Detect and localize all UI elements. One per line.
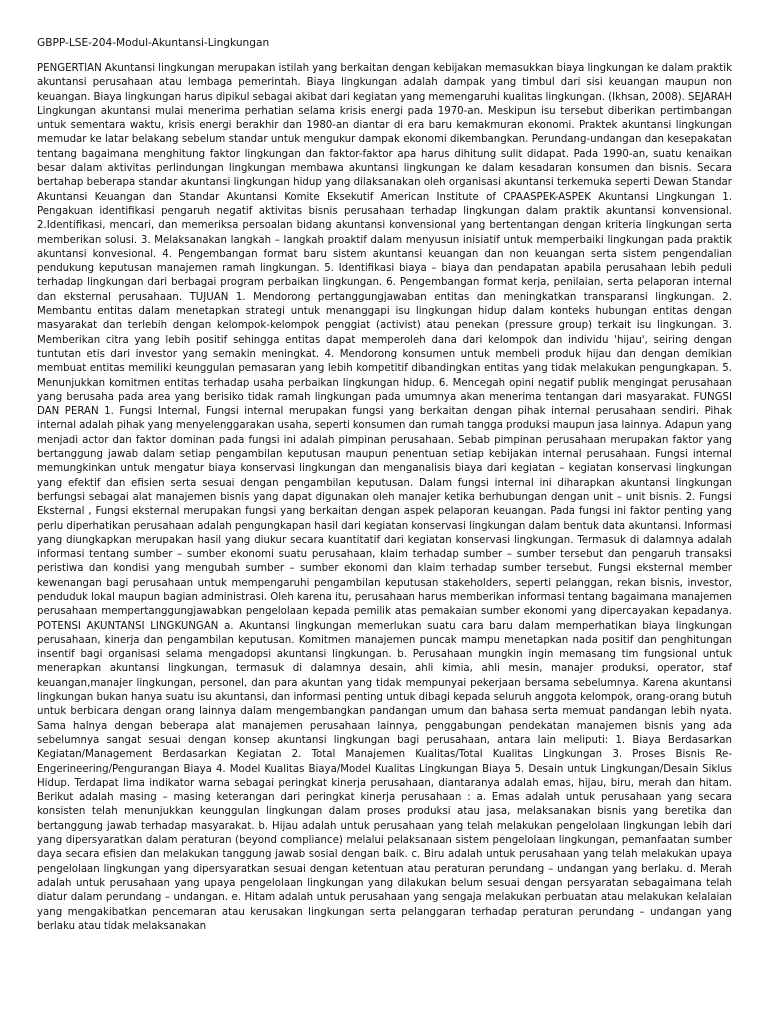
document-body-text: PENGERTIAN Akuntansi lingkungan merupakan istilah yang berkaitan dengan kebijakan memasukkan biaya lingkungan ke dalam praktik akuntansi perusahaan atau lembaga pemerintah. Biaya lingkungan adalah dampak yang timbul dari sisi keuangan maupun non keuangan. Biaya lingkungan harus dipikul sebagai akibat dari kegiatan yang memengaruhi kualitas lingkungan. (Ikhsan, 2008). SEJARAH Lingkungan akuntansi mulai menerima perhatian selama krisis energi pada 1970-an. Meskipun isu tersebut diberikan pertimbangan untuk sementara waktu, krisis energi berakhir dan 1980-an diantar di era baru kemakmuran ekonomi. Praktek akuntansi lingkungan memudar ke latar belakang sebelum standar untuk mengukur dampak ekonomi dikembangkan. Perundang-undangan dan kesepakatan tentang bagaimana menghitung faktor lingkungan dan faktor-faktor apa harus dihitung sulit didapat. Pada 1990-an, suatu kenaikan besar dalam aktivitas perlindungan lingkungan membawa akuntansi lingkungan ke dalam kesadaran konsumen dan bisnis. Secara bertahap beberapa standar akuntansi lingkungan hidup yang dilaksanakan oleh organisasi akuntansi terkemuka seperti Dewan Standar Akuntansi Keuangan dan Standar Akuntansi Komite Eksekutif American Institute of CPAASPEK-ASPEK Akuntansi Lingkungan 1. Pengakuan identifikasi pengaruh negatif aktivitas bisnis perusahaan terhadap lingkungan dalam praktik akuntansi konvensional. 2.Identifikasi, mencari, dan memeriksa persoalan bidang akuntansi konvensional yang bertentangan dengan kriteria lingkungan serta memberikan solusi. 3. Melaksanakan langkah – langkah proaktif dalam menyusun inisiatif untuk memperbaiki lingkungan pada praktik akuntansi konvesional. 4. Pengembangan format baru sistem akuntansi keuangan dan non keuangan serta sistem pengendalian pendukung keputusan manajemen ramah lingkungan. 5. Identifikasi biaya – biaya dan pendapatan apabila perusahaan lebih peduli terhadap lingkungan dari berbagai program perbaikan lingkungan. 6. Pengembangan format kerja, penilaian, serta pelaporan internal dan eksternal perusahaan. TUJUAN 1. Mendorong pertanggungjawaban entitas dan meningkatkan transparansi lingkungan. 2. Membantu entitas dalam menetapkan strategi untuk menanggapi isu lingkungan hidup dalam konteks hubungan entitas dengan masyarakat dan terlebih dengan kelompok-kelompok penggiat (activist) atau penekan (pressure group) terkait isu lingkungan. 3. Memberikan citra yang lebih positif sehingga entitas dapat memperoleh dana dari kelompok dan individu 'hijau', seiring dengan tuntutan etis dari investor yang semakin meningkat. 4. Mendorong konsumen untuk membeli produk hijau dan dengan demikian membuat entitas memiliki keunggulan pemasaran yang lebih kompetitif dibandingkan entitas yang tidak melakukan pengungkapan. 5. Menunjukkan komitmen entitas terhadap usaha perbaikan lingkungan hidup. 6. Mencegah opini negatif publik mengingat perusahaan yang berusaha pada area yang berisiko tidak ramah lingkungan pada umumnya akan menerima tentangan dari masyarakat. FUNGSI DAN PERAN 1. Fungsi Internal, Fungsi internal merupakan fungsi yang berkaitan dengan pihak internal perusahaan sendiri. Pihak internal adalah pihak yang menyelenggarakan usaha, seperti konsumen dan rumah tangga produksi maupun jasa lainnya. Adapun yang menjadi actor dan faktor dominan pada fungsi ini adalah pimpinan perusahaan. Sebab pimpinan perusahaan merupakan faktor yang bertanggung jawab dalam setiap pengambilan keputusan maupun penentuan setiap kebijakan internal perusahaan. Fungsi internal memungkinkan untuk mengatur biaya konservasi lingkungan dan menganalisis biaya dari kegiatan – kegiatan konservasi lingkungan yang efektif dan efisien serta sesuai dengan pengambilan keputusan. Dalam fungsi internal ini diharapkan akuntansi lingkungan berfungsi sebagai alat manajemen bisnis yang dapat digunakan oleh manajer ketika berhubungan dengan unit – unit bisnis. 2. Fungsi Eksternal , Fungsi eksternal merupakan fungsi yang berkaitan dengan aspek pelaporan keuangan. Pada fungsi ini faktor penting yang perlu diperhatikan perusahaan adalah pengungkapan hasil dari kegiatan konservasi lingkungan dalam bentuk data akuntansi. Informasi yang diungkapkan merupakan hasil yang diukur secara kuantitatif dari kegiatan konservasi lingkungan. Termasuk di dalamnya adalah informasi tentang sumber – sumber ekonomi suatu perusahaan, klaim terhadap sumber – sumber tersebut dan pengaruh transaksi peristiwa dan kondisi yang mengubah sumber – sumber ekonomi dan klaim terhadap sumber tersebut. Fungsi eksternal member kewenangan bagi perusahaan untuk mempengaruhi pengambilan keputusan stakeholders, seperti pelanggan, rekan bisnis, investor, penduduk lokal maupun bagian administrasi. Oleh karena itu, perusahaan harus memberikan informasi tentang bagaimana manajemen perusahaan mempertanggungjawabkan pengelolaan kepada pemilik atas pemakaian sumber ekonomi yang dipercayakan kepadanya. POTENSI AKUNTANSI LINGKUNGAN a. Akuntansi lingkungan memerlukan suatu cara baru dalam memperhatikan biaya lingkungan perusahaan, kinerja dan pengambilan keputusan. Komitmen manajemen puncak mampu menetapkan nada positif dan penghitungan insentif bagi organisasi selama mengadopsi akuntansi lingkungan. b. Perusahaan mungkin ingin memasang tim fungsional untuk menerapkan akuntansi lingkungan, termasuk di dalamnya desain, ahli kimia, ahli mesin, manajer produksi, operator, staf keuangan,manajer lingkungan, personel, dan para akuntan yang tidak mempunyai pekerjaan bersama sebelumnya. Karena akuntansi lingkungan bukan hanya suatu isu akuntansi, dan informasi penting untuk dibagi kepada seluruh anggota kelompok, orang-orang butuh untuk berbicara dengan orang lainnya dalam mengembangkan pandangan umum dan bahasa serta memuat pandangan lebih nyata. Sama halnya dengan beberapa alat manajemen perusahaan lainnya, penggabungan pendekatan manajemen bisnis yang ada sebelumnya sangat sesuai dengan konsep akuntansi lingkungan bagi perusahaan, antara lain meliputi: 1. Biaya Berdasarkan Kegiatan/Management Berdasarkan Kegiatan 2. Total Manajemen Kualitas/Total Kualitas Lingkungan 3. Proses Bisnis Re-Engerineering/Pengurangan Biaya 4. Model Kualitas Biaya/Model Kualitas Lingkungan Biaya 5. Desain untuk Lingkungan/Desain Siklus Hidup. Terdapat lima indikator warna sebagai peringkat kinerja perusahaan, diantaranya adalah emas, hijau, biru, merah dan hitam. Berikut adalah masing – masing keterangan dari peringkat kinerja perusahaan : a. Emas adalah untuk perusahaan yang secara konsisten telah menunjukkan keunggulan lingkungan dalam proses produksi atau jasa, melaksanakan bisnis yang beretika dan bertanggung jawab terhadap masyarakat. b. Hijau adalah untuk perusahaan yang telah melakukan pengelolaan lingkungan lebih dari yang dipersyaratkan dalam peraturan (beyond compliance) melalui pelaksanaan sistem pengelolaan lingkungan, pemanfaatan sumber daya secara efisien dan melakukan tanggung jawab sosial dengan baik. c. Biru adalah untuk perusahaan yang telah melakukan upaya pengelolaan lingkungan yang dipersyaratkan sesuai dengan ketentuan atau peraturan perundang – undangan yang berlaku. d. Merah adalah untuk perusahaan yang upaya pengelolaan lingkungan yang dilakukan belum sesuai dengan persyaratan sebagaimana telah diatur dalam perundang – undangan. e. Hitam adalah untuk perusahaan yang sengaja melakukan perbuatan atau melakukan kelalaian yang mengakibatkan pencemaran atau kerusakan lingkungan serta pelanggaran terhadap peraturan perundang – undangan yang berlaku atau tidak melaksanakan <box>37 63 732 932</box>
document-page <box>37 30 732 1014</box>
document-title: GBPP-LSE-204-Modul-Akuntansi-Lingkungan <box>37 37 270 49</box>
